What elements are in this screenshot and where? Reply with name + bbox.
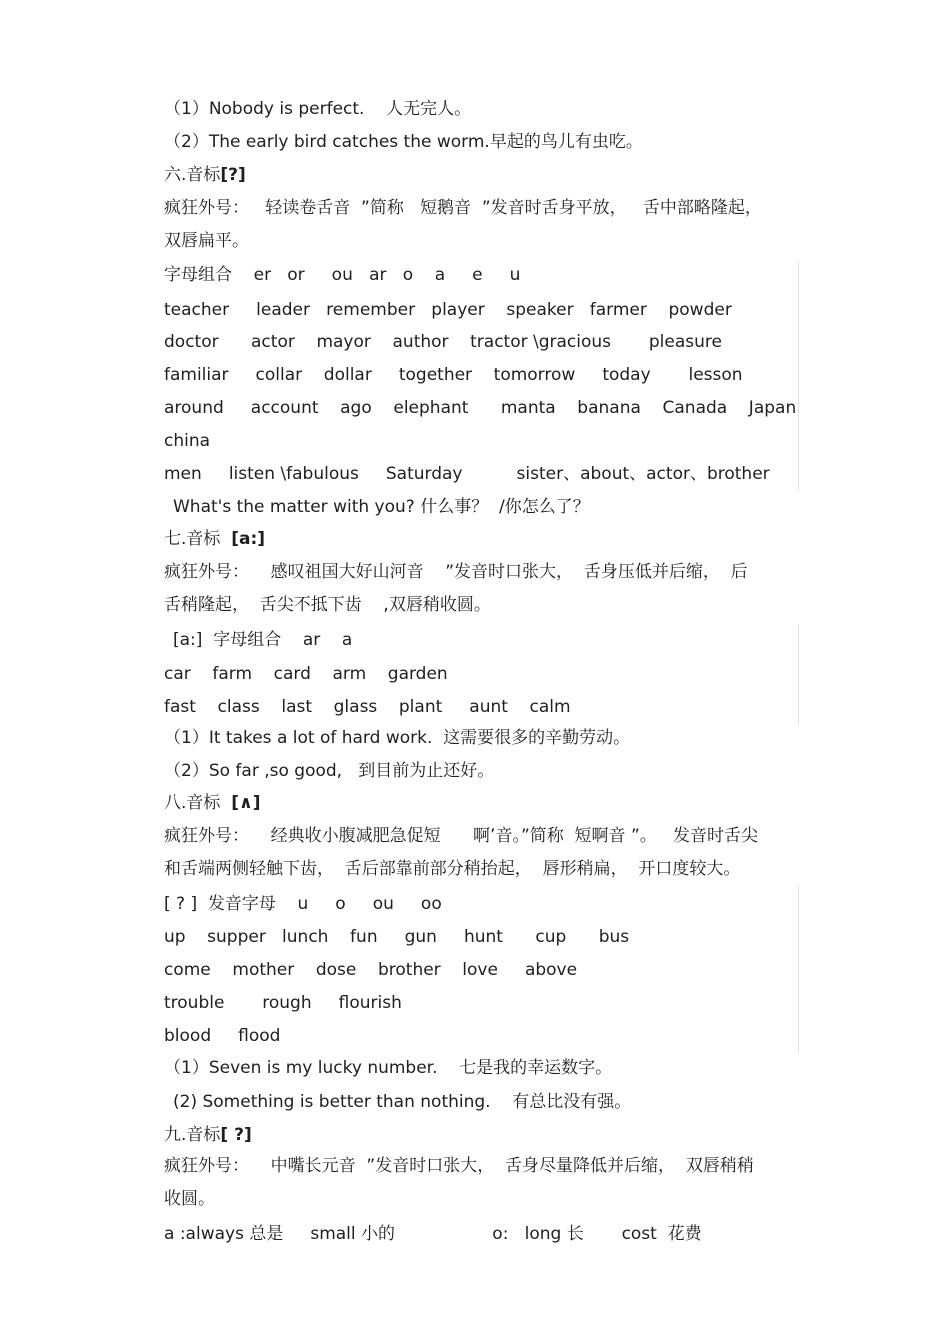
section-6-words-5: china — [164, 431, 211, 451]
section-7-symbol: [a:] — [231, 529, 266, 549]
table-border-right-3 — [798, 886, 799, 1052]
section-8-symbol: [∧] — [231, 793, 261, 813]
section-9-words-1: a :always 总是 small 小的 o: long 长 cost 花费 — [164, 1224, 702, 1244]
section-6-words-2: doctor actor mayor author tractor \gracious pleasure — [164, 332, 722, 352]
section-7-heading — [164, 528, 265, 550]
proverb-2: （2）The early bird catches the worm.早起的鸟儿有虫吃。 — [164, 132, 643, 152]
section-7-combos: [a:] 字母组合 ar a — [173, 630, 353, 650]
section-8-desc-2: 和舌端两侧轻触下齿， 舌后部靠前部分稍抬起， 唇形稍扁， 开口度较大。 — [164, 859, 741, 879]
section-9-symbol: [ ?] — [220, 1125, 252, 1145]
section-6-combos: 字母组合 er or ou ar o a e u — [164, 265, 521, 285]
section-7-desc-1: 疯狂外号： 感叹祖国大好山河音 ”发音时口张大， 舌身压低并后缩， 后 — [164, 562, 748, 582]
section-8-title: 八.音标 — [164, 793, 232, 813]
table-border-right-1 — [798, 262, 799, 490]
section-7-example-1: （1）It takes a lot of hard work. 这需要很多的辛勤劳动。 — [164, 728, 631, 748]
section-6-title: 六.音标 — [164, 165, 221, 185]
section-6-words-3: familiar collar dollar together tomorrow today lesson — [164, 365, 743, 385]
section-9-heading — [164, 1124, 252, 1146]
section-7-desc-2: 舌稍隆起， 舌尖不抵下齿 ,双唇稍收圆。 — [164, 595, 491, 615]
proverb-1: （1）Nobody is perfect. 人无完人。 — [164, 99, 472, 119]
section-8-words-3: trouble rough flourish — [164, 993, 402, 1013]
section-8-heading — [164, 792, 261, 814]
section-9-desc-2: 收圆。 — [164, 1189, 215, 1209]
section-8-words-1: up supper lunch fun gun hunt cup bus — [164, 927, 630, 947]
section-8-example-1: （1）Seven is my lucky number. 七是我的幸运数字。 — [164, 1058, 613, 1078]
section-7-example-2: （2）So far ,so good, 到目前为止还好。 — [164, 761, 495, 781]
section-6-desc-1: 疯狂外号： 轻读卷舌音 ”简称 短鹅音 ”发音时舌身平放， 舌中部略隆起， — [164, 198, 762, 218]
section-7-words-2: fast class last glass plant aunt calm — [164, 697, 571, 717]
section-6-words-6: men listen \fabulous Saturday sister、about、actor、brother — [164, 464, 770, 484]
section-7-title: 七.音标 — [164, 529, 232, 549]
section-8-words-2: come mother dose brother love above — [164, 960, 578, 980]
section-7-words-1: car farm card arm garden — [164, 664, 448, 684]
section-8-words-4: blood flood — [164, 1026, 281, 1046]
section-6-heading — [164, 164, 246, 186]
section-6-symbol: [?] — [220, 165, 246, 185]
section-6-words-4: around account ago elephant manta banana Canada Japan — [164, 398, 797, 418]
table-border-right-2 — [798, 624, 799, 724]
section-6-desc-2: 双唇扁平。 — [164, 231, 249, 251]
section-8-combos: [ ? ] 发音字母 u o ou oo — [164, 894, 442, 914]
section-6-example: What's the matter with you? 什么事？ /你怎么了？ — [173, 497, 590, 517]
section-8-example-2: (2) Something is better than nothing. 有总比没有强。 — [173, 1092, 632, 1112]
section-6-words-1: teacher leader remember player speaker farmer powder — [164, 300, 732, 320]
section-9-desc-1: 疯狂外号： 中嘴长元音 ”发音时口张大， 舌身尽量降低并后缩， 双唇稍稍 — [164, 1156, 754, 1176]
section-8-desc-1: 疯狂外号： 经典收小腹减肥急促短 啊’音。”简称 短啊音 ”。 发音时舌尖 — [164, 826, 758, 846]
section-9-title: 九.音标 — [164, 1125, 221, 1145]
